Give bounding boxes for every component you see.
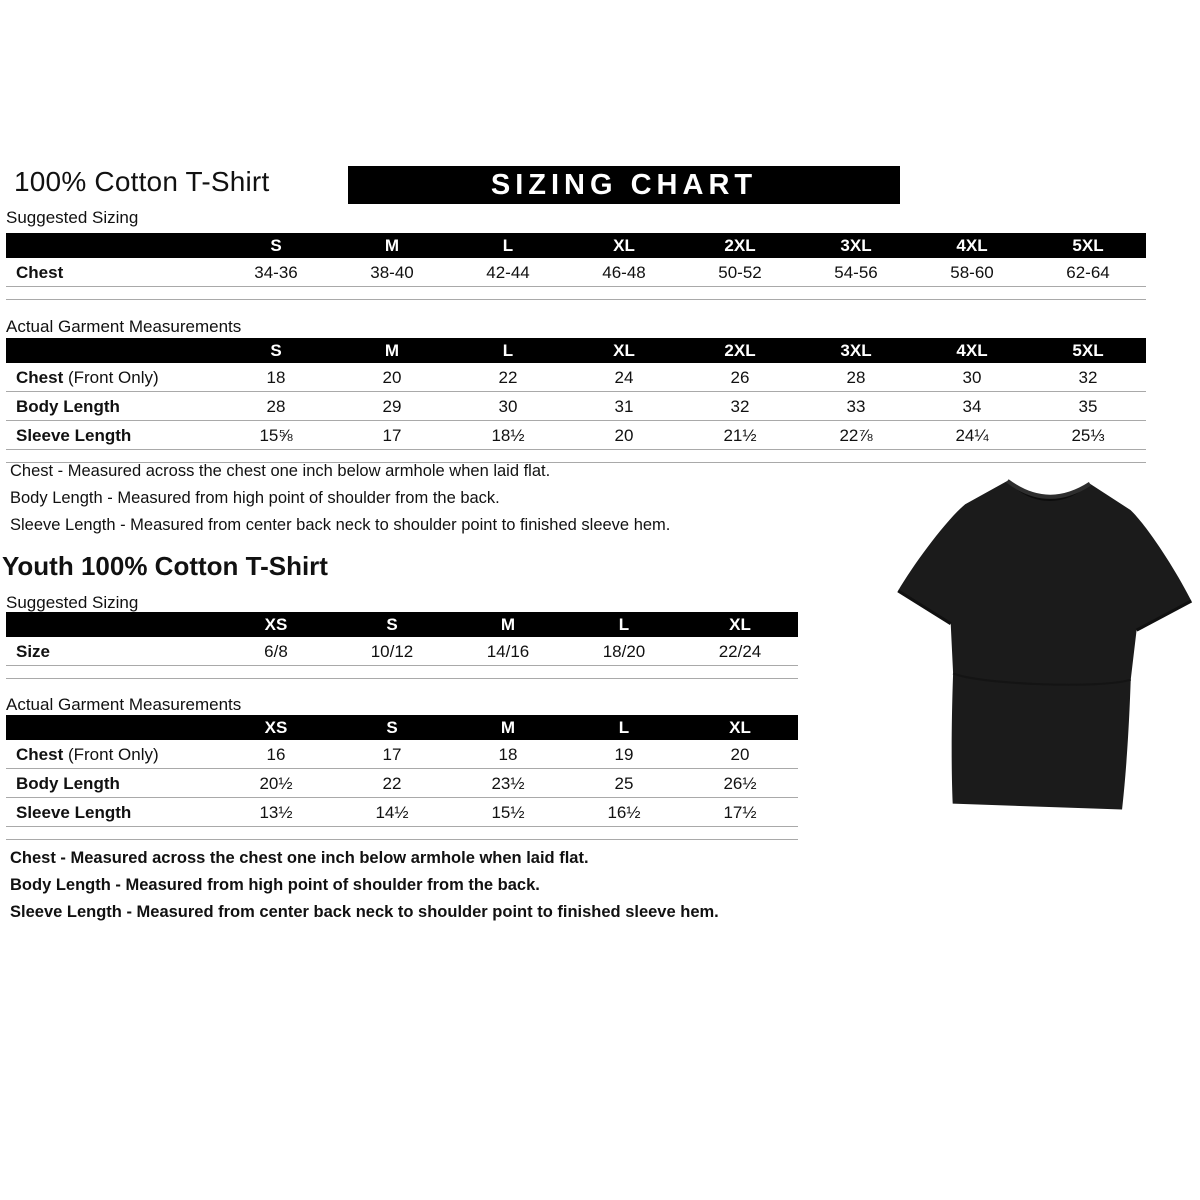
- size-value-cell: 20½: [259, 773, 293, 793]
- sizing-chart-banner: SIZING CHART: [348, 166, 900, 204]
- size-column-header: S: [270, 341, 282, 360]
- note-chest: Chest - Measured across the chest one inch below armhole when laid flat.: [10, 849, 589, 867]
- size-column-header: 2XL: [724, 341, 756, 360]
- size-column-header: M: [384, 236, 400, 255]
- size-column-header: 5XL: [1072, 341, 1104, 360]
- note-body-length: Body Length - Measured from high point of shoulder from the back.: [10, 489, 500, 507]
- size-value-cell: 20: [614, 425, 634, 445]
- row-label: [6, 804, 218, 821]
- size-value-cell: 54-56: [834, 262, 878, 282]
- size-value-cell: 28: [266, 396, 286, 416]
- size-value-cell: 19: [614, 744, 634, 764]
- row-label: [6, 746, 218, 763]
- size-column-header: L: [502, 341, 514, 360]
- size-column-header: XL: [613, 236, 635, 255]
- size-column-header: XL: [729, 718, 751, 737]
- size-value-cell: 21½: [723, 425, 757, 445]
- size-value-cell: 29: [382, 396, 402, 416]
- row-label-text: Size: [16, 641, 51, 661]
- size-value-cell: 25⅓: [1071, 425, 1105, 445]
- size-column-header: S: [386, 718, 398, 737]
- row-label-text: Body Length: [16, 396, 120, 416]
- size-value-cell: 16: [266, 744, 286, 764]
- size-value-cell: 17: [382, 425, 402, 445]
- size-value-cell: 30: [498, 396, 518, 416]
- size-value-cell: 14/16: [486, 641, 530, 661]
- size-column-header: L: [618, 718, 630, 737]
- note-sleeve-length: Sleeve Length - Measured from center back neck to shoulder point to finished sleeve hem.: [10, 516, 671, 534]
- adult-actual-measurements-label: Actual Garment Measurements: [6, 317, 242, 336]
- table-bottom-spacer: [6, 827, 798, 840]
- table-row: [6, 740, 798, 769]
- size-column-header: 4XL: [956, 341, 988, 360]
- size-column-header: M: [500, 718, 516, 737]
- youth-actual-measurements-table: [6, 715, 798, 840]
- row-label: [6, 264, 218, 281]
- size-value-cell: 33: [846, 396, 866, 416]
- youth-suggested-sizing-label: Suggested Sizing: [6, 593, 139, 612]
- size-value-cell: 13½: [259, 802, 293, 822]
- size-value-cell: 32: [1078, 367, 1098, 387]
- adult-suggested-sizing-table: [6, 233, 1146, 300]
- tshirt-product-image: [882, 463, 1200, 829]
- table-header-row: [6, 715, 798, 740]
- adult-measurement-notes: [10, 458, 670, 539]
- size-value-cell: 18½: [491, 425, 525, 445]
- table-header-row: [6, 612, 798, 637]
- table-bottom-spacer: [6, 666, 798, 679]
- table-header-row: [6, 338, 1146, 363]
- size-value-cell: 50-52: [718, 262, 762, 282]
- note-sleeve-length: Sleeve Length - Measured from center back neck to shoulder point to finished sleeve hem.: [10, 903, 719, 921]
- row-label-text: Sleeve Length: [16, 802, 132, 822]
- size-value-cell: 18: [266, 367, 286, 387]
- size-value-cell: 35: [1078, 396, 1098, 416]
- size-column-header: S: [386, 615, 398, 634]
- size-value-cell: 16½: [607, 802, 641, 822]
- size-column-header: XS: [264, 718, 288, 737]
- size-value-cell: 42-44: [486, 262, 530, 282]
- table-row: [6, 392, 1146, 421]
- size-value-cell: 28: [846, 367, 866, 387]
- size-value-cell: 26½: [723, 773, 757, 793]
- row-label: [6, 398, 218, 415]
- youth-measurement-notes: [10, 845, 719, 926]
- page-title: 100% Cotton T-Shirt: [14, 166, 270, 197]
- size-value-cell: 15⅝: [259, 425, 293, 445]
- row-label-text: Chest: [16, 262, 64, 282]
- size-value-cell: 18/20: [602, 641, 646, 661]
- size-value-cell: 22: [382, 773, 402, 793]
- size-column-header: M: [500, 615, 516, 634]
- table-row: [6, 363, 1146, 392]
- row-label-text: Sleeve Length: [16, 425, 132, 445]
- size-column-header: 3XL: [840, 341, 872, 360]
- table-bottom-spacer: [6, 287, 1146, 300]
- size-value-cell: 22: [498, 367, 518, 387]
- size-value-cell: 15½: [491, 802, 525, 822]
- size-value-cell: 30: [962, 367, 982, 387]
- size-value-cell: 26: [730, 367, 750, 387]
- size-value-cell: 24¼: [955, 425, 989, 445]
- table-row: [6, 798, 798, 827]
- youth-actual-measurements-label: Actual Garment Measurements: [6, 695, 242, 714]
- size-value-cell: 6/8: [264, 641, 288, 661]
- row-label: [6, 775, 218, 792]
- row-label-text: Chest: [16, 744, 64, 764]
- note-chest: Chest - Measured across the chest one inch below armhole when laid flat.: [10, 462, 551, 480]
- size-column-header: 4XL: [956, 236, 988, 255]
- size-value-cell: 25: [614, 773, 634, 793]
- size-value-cell: 58-60: [950, 262, 994, 282]
- size-column-header: XL: [613, 341, 635, 360]
- size-value-cell: 31: [614, 396, 634, 416]
- adult-suggested-sizing-label: Suggested Sizing: [6, 208, 139, 227]
- size-value-cell: 17½: [723, 802, 757, 822]
- row-label: [6, 427, 218, 444]
- table-row: [6, 421, 1146, 450]
- size-value-cell: 24: [614, 367, 634, 387]
- size-column-header: M: [384, 341, 400, 360]
- size-value-cell: 22/24: [718, 641, 762, 661]
- row-label: [6, 643, 218, 660]
- table-row: [6, 258, 1146, 287]
- size-value-cell: 18: [498, 744, 518, 764]
- table-row: [6, 637, 798, 666]
- size-value-cell: 14½: [375, 802, 409, 822]
- size-column-header: L: [618, 615, 630, 634]
- size-value-cell: 20: [730, 744, 750, 764]
- size-value-cell: 17: [382, 744, 402, 764]
- size-column-header: XS: [264, 615, 288, 634]
- youth-suggested-sizing-table: [6, 612, 798, 679]
- size-value-cell: 22⅞: [839, 425, 873, 445]
- size-value-cell: 38-40: [370, 262, 414, 282]
- note-body-length: Body Length - Measured from high point of shoulder from the back.: [10, 876, 540, 894]
- row-label-note: (Front Only): [63, 367, 159, 387]
- row-label-text: Body Length: [16, 773, 120, 793]
- table-row: [6, 769, 798, 798]
- size-value-cell: 62-64: [1066, 262, 1110, 282]
- size-value-cell: 32: [730, 396, 750, 416]
- size-column-header: 3XL: [840, 236, 872, 255]
- size-column-header: S: [270, 236, 282, 255]
- tshirt-icon: [882, 463, 1200, 829]
- size-value-cell: 46-48: [602, 262, 646, 282]
- size-column-header: 5XL: [1072, 236, 1104, 255]
- row-label: [6, 369, 218, 386]
- size-value-cell: 23½: [491, 773, 525, 793]
- size-value-cell: 10/12: [370, 641, 414, 661]
- adult-actual-measurements-table: [6, 338, 1146, 463]
- size-value-cell: 34-36: [254, 262, 298, 282]
- size-value-cell: 20: [382, 367, 402, 387]
- row-label-text: Chest: [16, 367, 64, 387]
- size-column-header: L: [502, 236, 514, 255]
- row-label-note: (Front Only): [63, 744, 159, 764]
- table-header-row: [6, 233, 1146, 258]
- youth-section-title: Youth 100% Cotton T-Shirt: [2, 551, 328, 581]
- size-value-cell: 34: [962, 396, 982, 416]
- size-column-header: XL: [729, 615, 751, 634]
- size-column-header: 2XL: [724, 236, 756, 255]
